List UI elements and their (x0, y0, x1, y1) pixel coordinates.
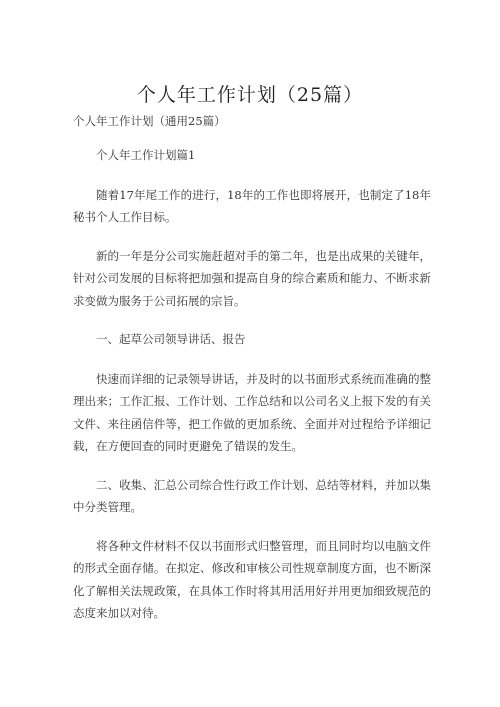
paragraph: 新的一年是分公司实施赶超对手的第二年，也是出成果的关键年，针对公司发展的目标将把加强和提高自身的综合素质和能力、不断求新求变做为服务于公司拓展的宗旨。 (73, 248, 431, 308)
section-heading: 二、收集、汇总公司综合性行政工作计划、总结等材料，并加以集中分类管理。 (73, 477, 431, 514)
document-subtitle: 个人年工作计划（通用25篇） (73, 114, 226, 128)
paragraph: 将各种文件材料不仅以书面形式归整管理，而且同时均以电脑文件的形式全面存储。在拟定、修改和审核公司性规章制度方面，也不断深化了解相关法规政策，在具体工作时将其用活用好并用更加细致规范的态度来加以对待。 (73, 538, 431, 620)
document-body (73, 144, 431, 641)
paragraph: 快速而详细的记录领导讲话，并及时的以书面形式系统而准确的整理出来；工作汇报、工作计划、工作总结和以公司名义上报下发的有关文件、来往函信件等，把工作做的更加系统、全面并对过程给予详细记载，在方便回查的同时更避免了错误的发生。 (73, 371, 431, 453)
document-title: 个人年工作计划（25篇） (136, 84, 364, 106)
paragraph: 随着17年尾工作的进行，18年的工作也即将展开，也制定了18年秘书个人工作目标。 (73, 187, 431, 224)
section-heading: 一、起草公司领导讲话、报告 (96, 332, 246, 346)
section-heading: 个人年工作计划篇1 (96, 148, 196, 162)
